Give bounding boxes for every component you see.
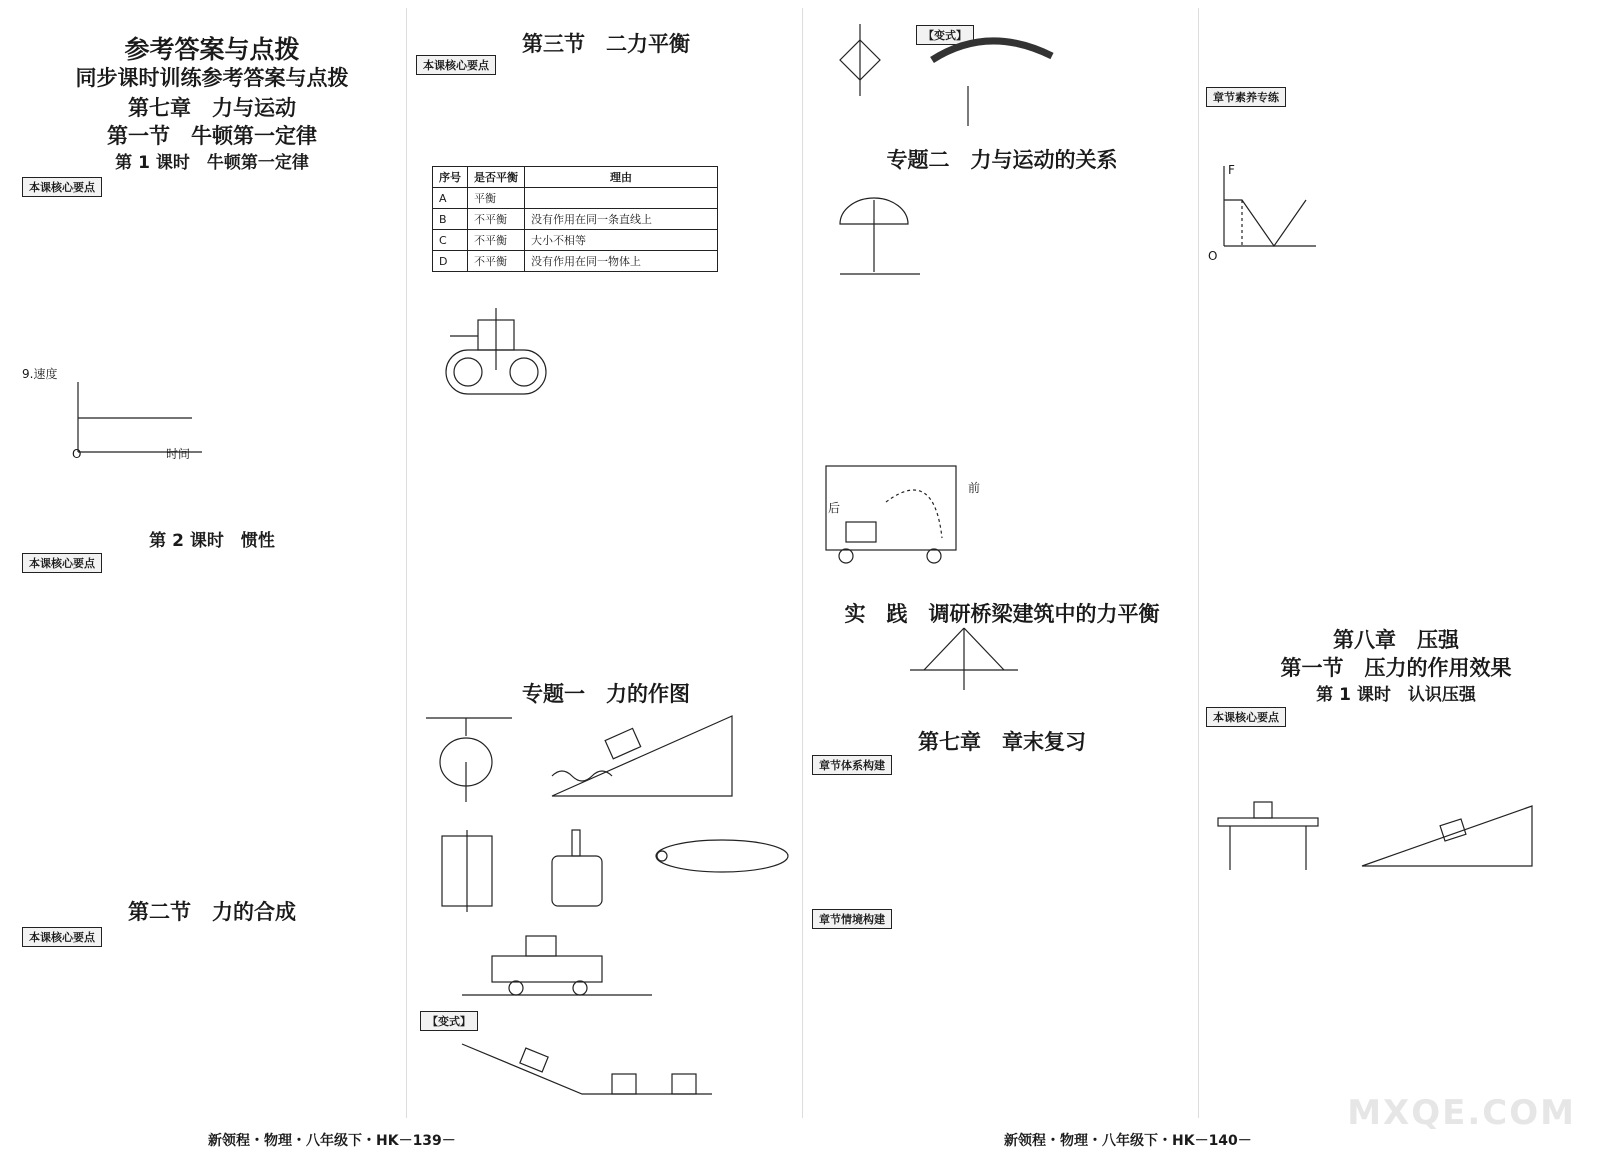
core-points-tag: 本课核心要点 bbox=[1206, 707, 1286, 727]
section-heading: 第一节 压力的作用效果 bbox=[1280, 656, 1512, 680]
situation-tag: 章节情境构建 bbox=[812, 909, 892, 929]
footer-right: 新领程・物理・八年级下・HK－140－ bbox=[1004, 1133, 1252, 1149]
conveyor-force-diagram bbox=[426, 306, 566, 406]
column-divider bbox=[406, 8, 407, 1118]
column-3 bbox=[808, 0, 1196, 1120]
table-row: B 不平衡 没有作用在同一条直线上 bbox=[433, 209, 718, 230]
review-heading: 第七章 章末复习 bbox=[918, 730, 1086, 754]
chapter-heading: 第七章 力与运动 bbox=[128, 96, 296, 120]
topic-heading: 专题一 力的作图 bbox=[522, 682, 690, 706]
graph-origin: O bbox=[1208, 249, 1218, 263]
topic1-diagrams-row1 bbox=[422, 706, 782, 816]
variant-slope-diagram bbox=[462, 1030, 722, 1100]
section-heading: 第三节 二力平衡 bbox=[522, 32, 690, 56]
cart-motion-diagram bbox=[816, 452, 986, 572]
variant-curve-diagram bbox=[928, 30, 1058, 130]
table-pressure-diagram bbox=[1210, 796, 1330, 876]
trolley-force-diagram bbox=[452, 926, 692, 996]
section-heading: 第二节 力的合成 bbox=[128, 900, 296, 924]
lesson-heading: 第 1 课时 牛顿第一定律 bbox=[115, 153, 309, 173]
variant-tag: 【变式】 bbox=[420, 1011, 478, 1031]
slope-pressure-diagram bbox=[1352, 796, 1552, 876]
core-points-tag: 本课核心要点 bbox=[416, 55, 496, 75]
footer-left: 新领程・物理・八年级下・HK－139－ bbox=[208, 1133, 456, 1149]
q8-force-diagram bbox=[820, 20, 900, 100]
variant-tag: 【变式】 bbox=[916, 25, 974, 45]
core-points-tag: 本课核心要点 bbox=[22, 927, 102, 947]
table-row: C 不平衡 大小不相等 bbox=[433, 230, 718, 251]
topic1-diagrams-row2 bbox=[422, 826, 792, 916]
lesson-heading: 第 2 课时 惯性 bbox=[149, 531, 275, 551]
column-divider bbox=[802, 8, 803, 1118]
lesson-heading: 第 1 课时 认识压强 bbox=[1316, 685, 1476, 705]
system-tag: 章节体系构建 bbox=[812, 755, 892, 775]
table-header: 是否平衡 bbox=[468, 167, 525, 188]
core-points-tag: 本课核心要点 bbox=[22, 553, 102, 573]
balance-reason-table bbox=[432, 166, 718, 272]
chapter-heading: 第八章 压强 bbox=[1333, 628, 1459, 652]
q9-ylabel: 速度 bbox=[33, 367, 58, 381]
page-subtitle: 同步课时训练参考答案与点拨 bbox=[75, 66, 349, 90]
graph-ylabel: F bbox=[1228, 163, 1235, 177]
column-divider bbox=[1198, 8, 1199, 1118]
section-heading: 第一节 牛顿第一定律 bbox=[107, 124, 317, 148]
label-front: 前 bbox=[968, 481, 981, 495]
watermark: MXQE.COM bbox=[1347, 1093, 1576, 1133]
column-1 bbox=[18, 0, 406, 1120]
table-row: A 平衡 bbox=[433, 188, 718, 209]
table-header: 序号 bbox=[433, 167, 468, 188]
question-9-label: 9.速度 bbox=[22, 367, 58, 381]
special-practice-tag: 章节素养专练 bbox=[1206, 87, 1286, 107]
umbrella-diagram bbox=[820, 188, 940, 278]
page-title: 参考答案与点拨 bbox=[124, 35, 300, 64]
core-points-tag: 本课核心要点 bbox=[22, 177, 102, 197]
table-header: 理由 bbox=[525, 167, 718, 188]
topic-heading: 专题二 力与运动的关系 bbox=[886, 148, 1118, 172]
bridge-force-diagram bbox=[904, 624, 1024, 694]
table-row: D 不平衡 没有作用在同一物体上 bbox=[433, 251, 718, 272]
column-4 bbox=[1202, 0, 1590, 1120]
q9-xlabel: 时间 bbox=[166, 447, 191, 461]
column-2 bbox=[412, 0, 800, 1120]
q9-origin: O bbox=[72, 447, 82, 461]
label-back: 后 bbox=[828, 501, 841, 515]
practice-heading: 实 践 调研桥梁建筑中的力平衡 bbox=[844, 602, 1160, 626]
